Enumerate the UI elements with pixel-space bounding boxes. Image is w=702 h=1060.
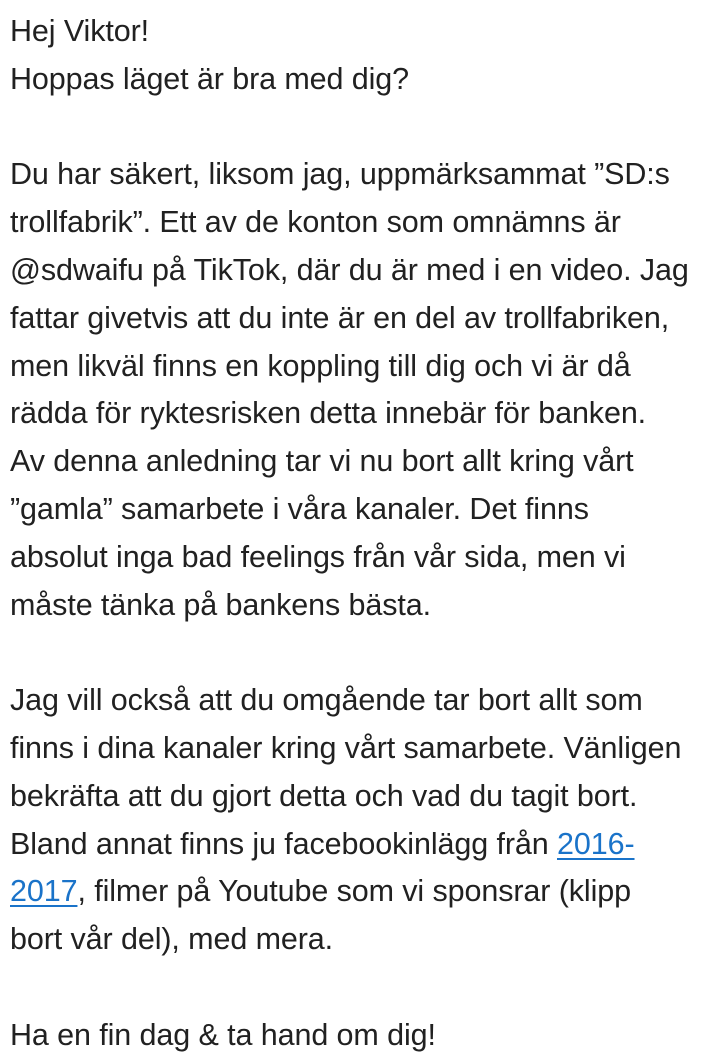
greeting-line-1: Hej Viktor!: [10, 14, 150, 48]
paragraph1-line-4: fattar givetvis att du inte är en del av trollfabriken,: [10, 300, 670, 335]
paragraph2-line-5-text: , filmer på Youtube som vi sponsrar (klipp: [77, 874, 631, 909]
paragraph2-line-1: Jag vill också att du omgående tar bort allt som: [10, 683, 643, 718]
paragraph2-line-4-text: Bland annat finns ju facebookinlägg från: [10, 826, 557, 861]
paragraph1-line-6: rädda för ryktesrisken detta innebär för banken.: [10, 396, 647, 431]
paragraph-gap: [10, 104, 694, 152]
paragraph1-line-5: men likväl finns en koppling till dig och vi är då: [10, 348, 631, 383]
paragraph2-line-5: [10, 868, 694, 916]
closing-line: Ha en fin dag & ta hand om dig!: [10, 1017, 436, 1052]
paragraph1-line-2: trollfabrik”. Ett av de konton som omnämns är: [10, 205, 621, 240]
paragraph2-line-2: finns i dina kanaler kring vårt samarbete. Vänligen: [10, 730, 682, 765]
paragraph1-line-3: @sdwaifu på TikTok, där du är med i en video. Jag: [10, 252, 689, 287]
paragraph2-line-4: [10, 821, 694, 869]
email-body: [10, 8, 694, 1060]
paragraph1-line-10: måste tänka på bankens bästa.: [10, 587, 431, 622]
paragraph-gap: [10, 964, 694, 1012]
paragraph1-line-7: Av denna anledning tar vi nu bort allt kring vårt: [10, 444, 634, 479]
paragraph2-line-6: bort vår del), med mera.: [10, 922, 334, 957]
paragraph1-line-9: absolut inga bad feelings från vår sida, men vi: [10, 539, 626, 574]
date-range-link-part2[interactable]: 2017: [10, 874, 78, 909]
greeting-line-2: Hoppas läget är bra med dig?: [10, 61, 410, 96]
paragraph1-line-8: ”gamla” samarbete i våra kanaler. Det finns: [10, 491, 589, 526]
date-range-link-part1[interactable]: 2016-: [557, 826, 635, 861]
paragraph-gap: [10, 629, 694, 677]
paragraph1-line-1: Du har säkert, liksom jag, uppmärksammat ”SD:s: [10, 157, 670, 192]
paragraph2-line-3: bekräfta att du gjort detta och vad du tagit bort.: [10, 778, 638, 813]
